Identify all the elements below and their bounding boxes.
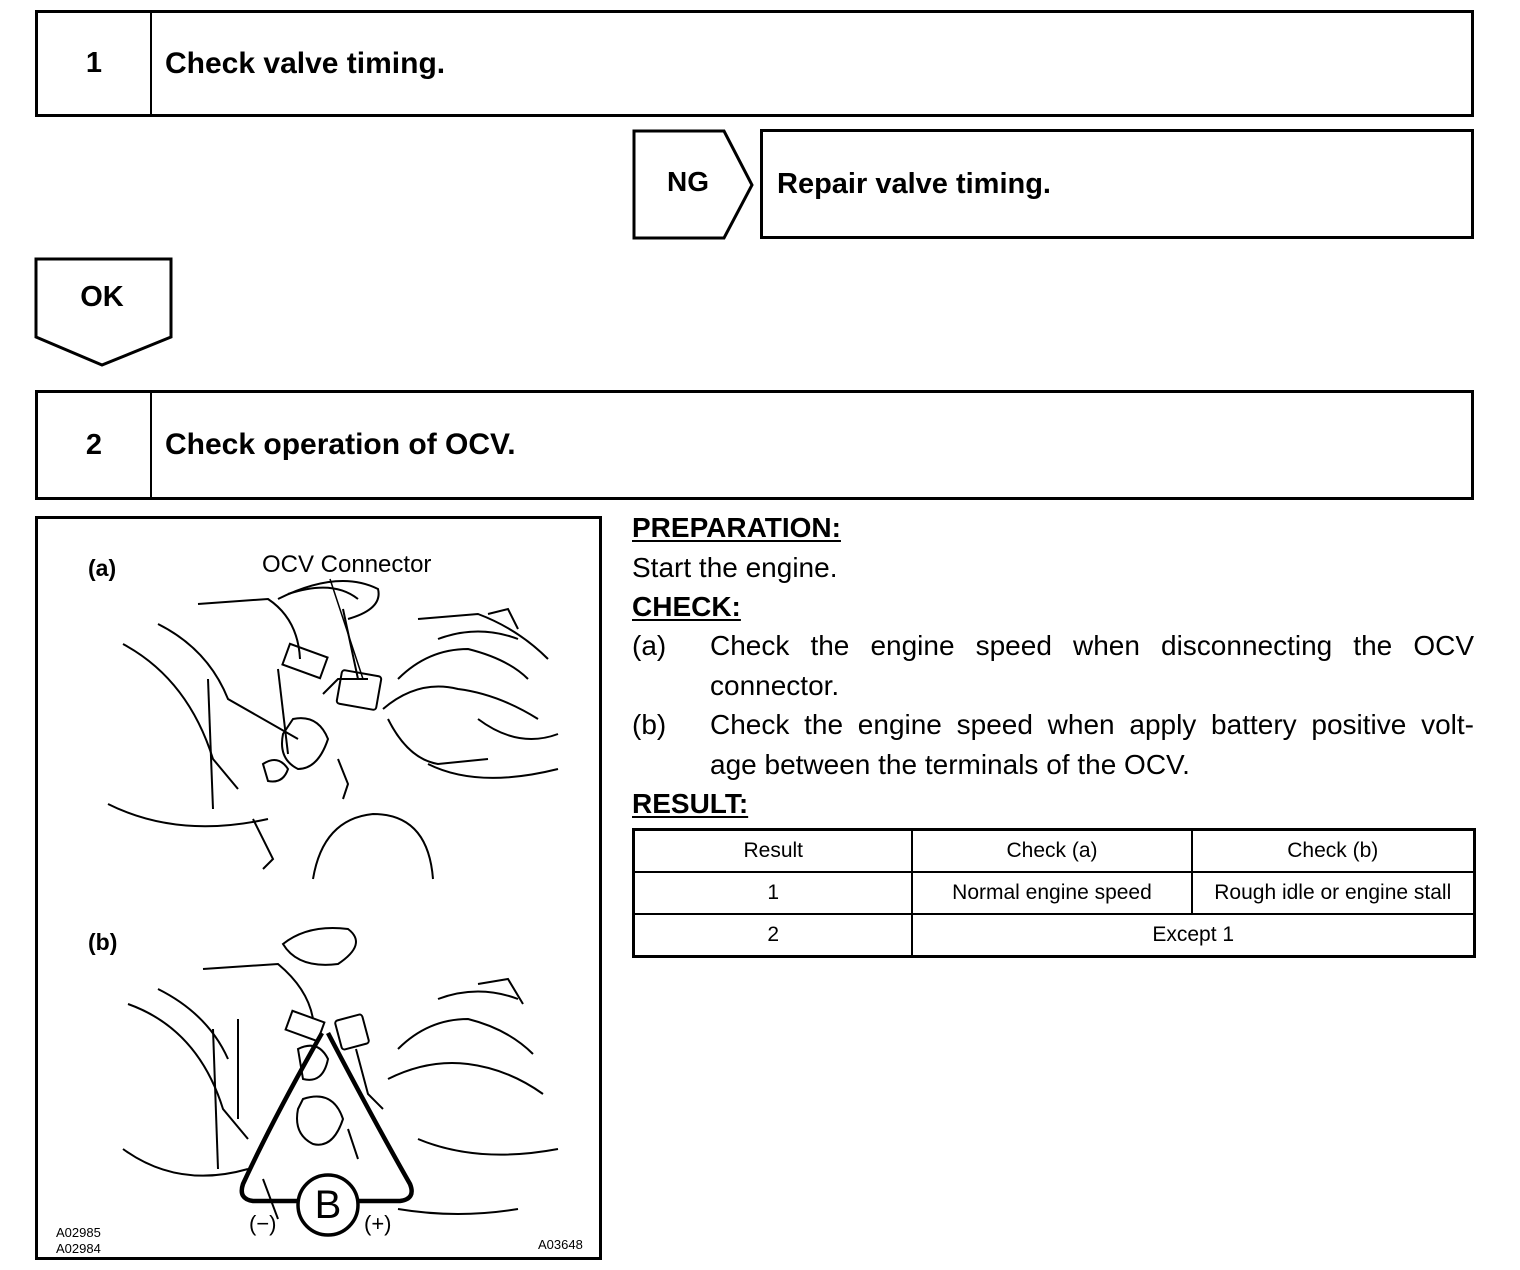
ng-action-text: Repair valve timing. [777,167,1051,200]
ocv-connector-callout: OCV Connector [262,551,432,578]
figure-code-1: A02985 [56,1225,101,1240]
step-2-box [35,390,1474,500]
table-cell: Except 1 [912,914,1474,957]
figure-code-3: A03648 [538,1237,583,1252]
table-cell: 2 [634,914,913,957]
figure-label-a: (a) [88,555,117,581]
check-a-label: (a) [632,630,667,661]
battery-symbol-letter: B [314,1183,342,1227]
preparation-text: Start the engine. [632,552,838,583]
table-cell: Normal engine speed [912,872,1191,914]
figure-label-b: (b) [88,929,118,955]
ocv-figure [35,516,602,1260]
header-cell-check-b: Check (b) [1192,830,1475,873]
ng-label: NG [667,166,709,197]
table-row [634,914,1475,957]
result-table [632,828,1476,958]
step-1-title: Check valve timing. [165,46,446,80]
preparation-heading: PREPARATION: [632,512,841,543]
check-b-label: (b) [632,709,667,740]
ng-action-box [760,129,1474,239]
table-row [634,872,1475,914]
header-cell-result: Result [634,830,913,873]
step-2-title: Check operation of OCV. [165,428,516,461]
check-heading: CHECK: [632,591,741,622]
step-2-number: 2 [38,393,152,497]
header-cell-check-a: Check (a) [912,830,1191,873]
positive-terminal-label: (+) [364,1211,392,1236]
table-header-row [634,830,1475,873]
figure-code-2: A02984 [56,1241,101,1256]
engine-drawing-a [38,519,599,899]
table-cell: Rough idle or engine stall [1192,872,1475,914]
ok-label: OK [80,281,124,313]
check-a-line2: connector. [710,670,840,701]
step-1-box [35,10,1474,117]
negative-terminal-label: (−) [249,1211,277,1236]
check-b-line1: Check the engine speed when apply battery positive volt- [710,709,1474,740]
result-heading: RESULT: [632,788,749,819]
check-a-line1: Check the engine speed when disconnecting the OCV [710,630,1474,661]
check-b-line2: age between the terminals of the OCV. [710,749,1190,780]
table-cell: 1 [634,872,913,914]
step-1-number: 1 [38,13,152,114]
